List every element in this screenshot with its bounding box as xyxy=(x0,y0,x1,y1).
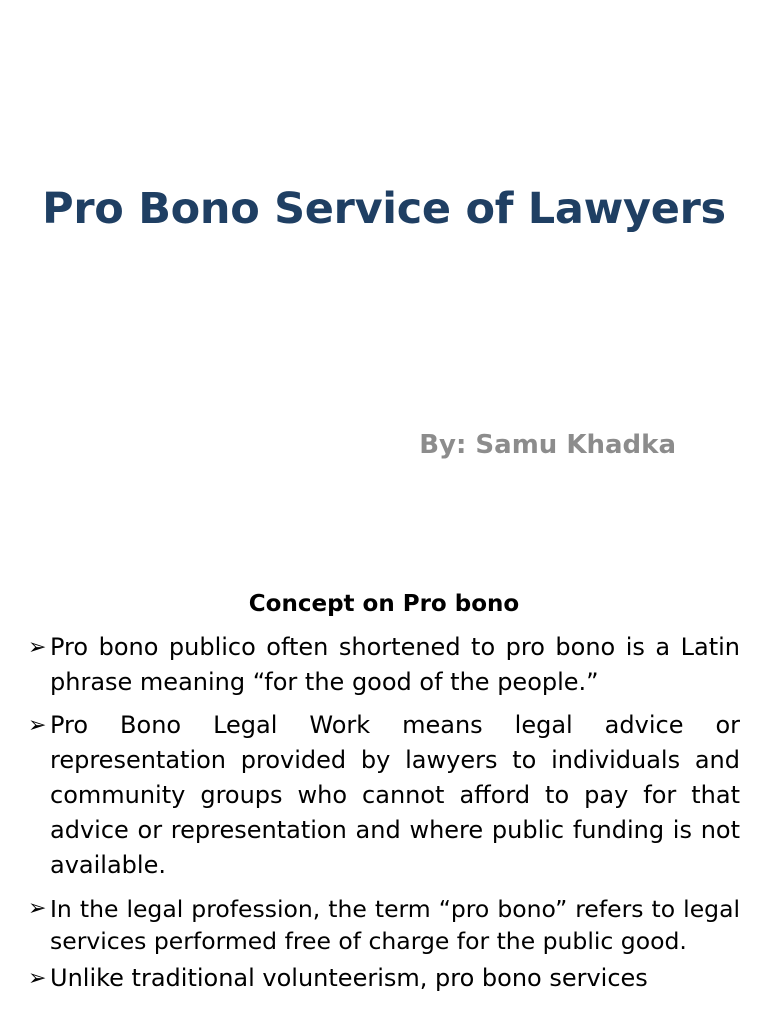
bullet-item xyxy=(28,893,740,957)
bullet-text: Pro Bono Legal Work means legal advice or representation provided by lawyers to individuals and community groups who cannot afford to pay for that advice or representation and where public funding is not available. xyxy=(50,711,740,879)
bullet-item xyxy=(28,708,740,883)
concept-slide xyxy=(0,560,768,1024)
author-byline: By: Samu Khadka xyxy=(419,430,676,460)
bullet-text: Unlike traditional volunteerism, pro bono services xyxy=(50,964,648,992)
bullet-text: Pro bono publico often shortened to pro bono is a Latin phrase meaning “for the good of the people.” xyxy=(50,633,740,696)
presentation-title: Pro Bono Service of Lawyers xyxy=(42,184,726,234)
arrowhead-bullet-icon: ➢ xyxy=(28,896,47,921)
arrowhead-bullet-icon: ➢ xyxy=(28,966,47,991)
arrowhead-bullet-icon: ➢ xyxy=(28,713,47,738)
concept-heading: Concept on Pro bono xyxy=(248,591,520,617)
arrowhead-bullet-icon: ➢ xyxy=(28,635,47,660)
concept-bullet-list xyxy=(28,630,740,1008)
bullet-item xyxy=(28,961,740,996)
bullet-text: In the legal profession, the term “pro bono” refers to legal services performed free of charge for the public good. xyxy=(50,895,740,955)
bullet-item xyxy=(28,630,740,700)
